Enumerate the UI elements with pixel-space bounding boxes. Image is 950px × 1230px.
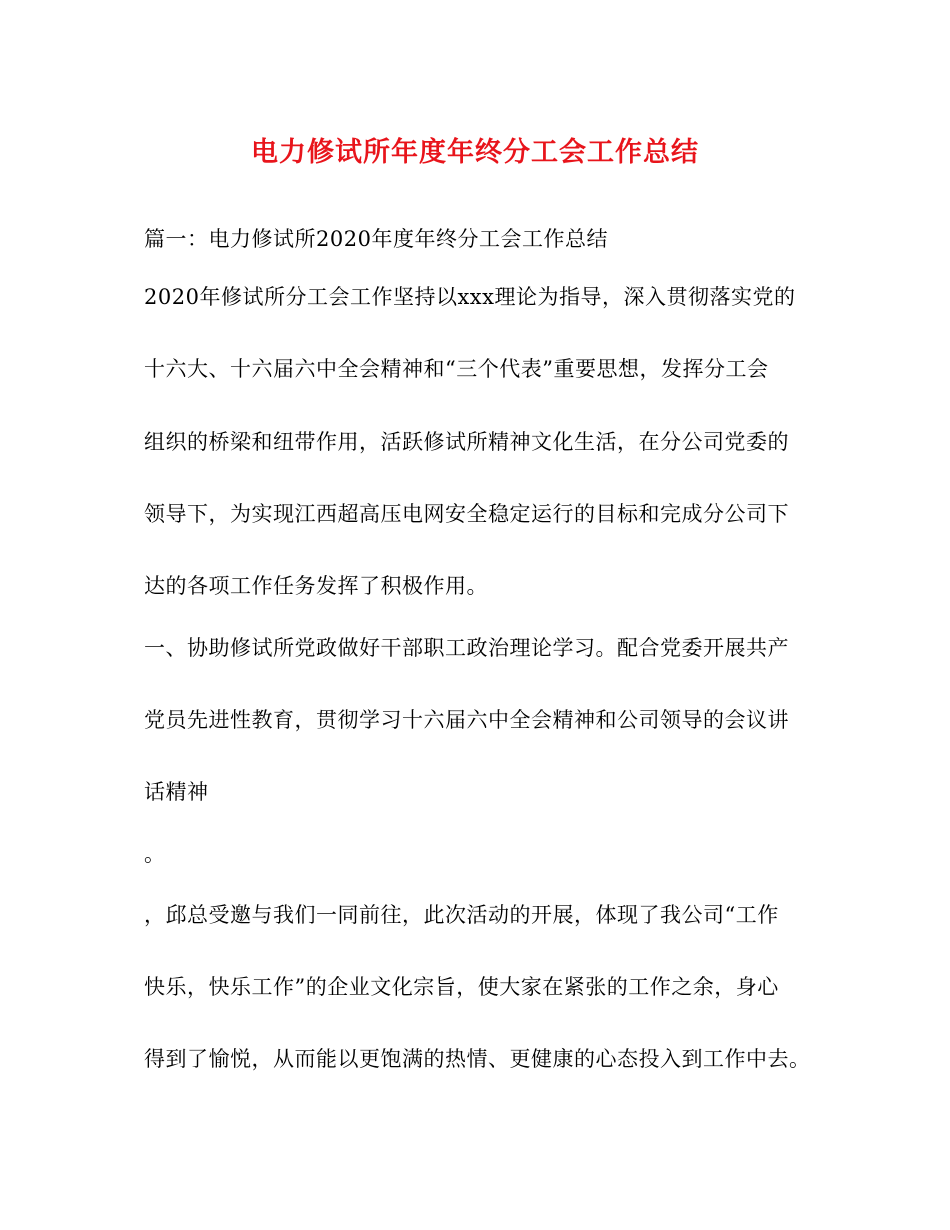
text-line: 。 [144,842,166,866]
text-line: 2020年修试所分工会工作坚持以xxx理论为指导，深入贯彻落实党的 [144,285,796,309]
document-title: 电力修试所年度年终分工会工作总结 [251,137,699,168]
text-line: 十六大、十六届六中全会精神和“三个代表”重要思想，发挥分工会 [144,357,769,381]
text-line: 领导下，为实现江西超高压电网安全稳定运行的目标和完成分公司下 [144,502,789,526]
text-line: 话精神 [144,780,209,804]
text-line: 快乐，快乐工作”的企业文化宗旨，使大家在紧张的工作之余，身心 [144,975,779,999]
text-line: 篇一：电力修试所2020年度年终分工会工作总结 [144,227,608,251]
text-line: 得到了愉悦，从而能以更饱满的热情、更健康的心态投入到工作中去。 [144,1047,811,1071]
text-line: 党员先进性教育，贯彻学习十六届六中全会精神和公司领导的会议讲 [144,708,789,732]
text-line: ，邱总受邀与我们一同前往，此次活动的开展，体现了我公司“工作 [144,903,779,927]
text-line: 组织的桥梁和纽带作用，活跃修试所精神文化生活，在分公司党委的 [144,430,789,454]
text-line: 达的各项工作任务发挥了积极作用。 [144,574,488,598]
text-line: 一、协助修试所党政做好干部职工政治理论学习。配合党委开展共产 [144,636,789,660]
